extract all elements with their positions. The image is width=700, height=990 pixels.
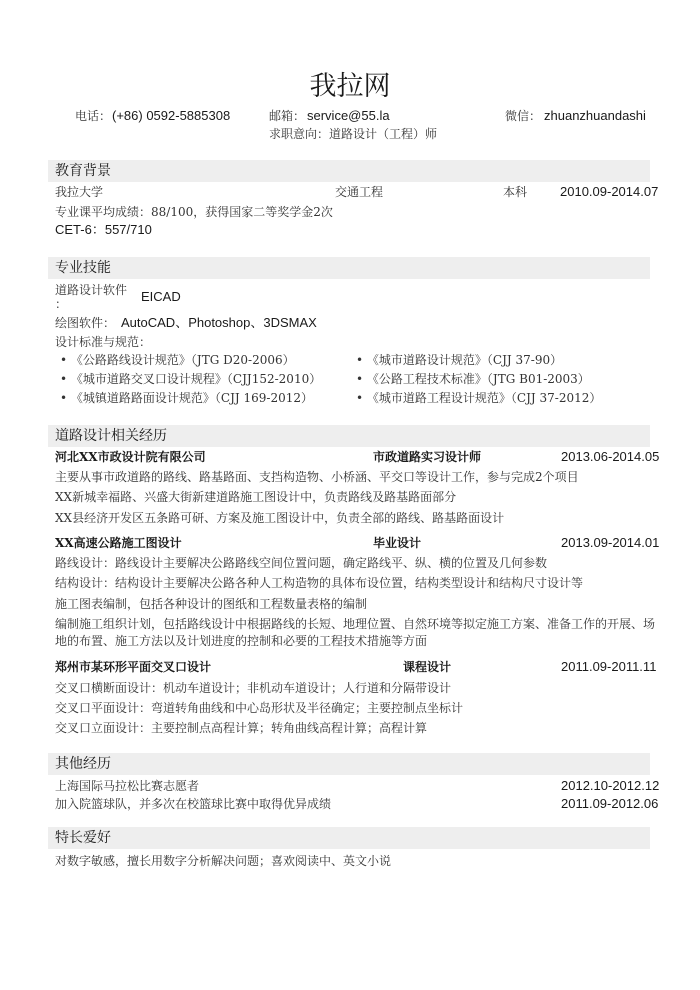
section-skills-heading: 专业技能	[48, 257, 650, 279]
job2-line: 路线设计：路线设计主要解决公路路线空间位置问题，确定路线平、纵、横的位置及几何参数	[55, 556, 548, 570]
standard-item-left: • 《城镇道路路面设计规范》（CJJ 169-2012）	[60, 391, 314, 405]
phone-label: 电话：	[75, 109, 112, 123]
job1-line: XX新城幸福路、兴盛大街新建道路施工图设计中，负责路线及路基路面部分	[55, 490, 457, 504]
job3-line: 交叉口横断面设计：机动车道设计；非机动车道设计；人行道和分隔带设计	[55, 681, 452, 695]
job2-line: 地的布置、施工方法以及计划进度的控制和必要的工程技术措施等方面	[55, 634, 428, 648]
education-major: 交通工程	[335, 185, 384, 199]
section-hobbies-heading: 特长爱好	[48, 827, 650, 849]
standard-text: 《城市道路工程设计规范》（CJJ 37-2012）	[366, 391, 602, 405]
job3-org: 郑州市某环形平面交叉口设计	[55, 660, 212, 674]
job2-line: 编制施工组织计划，包括路线设计中根据路线的长短、地理位置、自然环境等拟定施工方案、准备工作的开展、场	[55, 617, 656, 631]
standard-text: 《城市道路交叉口设计规程》（CJJ152-2010）	[70, 372, 322, 386]
software-label-colon: ：	[55, 297, 68, 311]
wechat-value: zhuanzhuandashi	[544, 108, 646, 123]
job3-line: 交叉口立面设计：主要控制点高程计算；转角曲线高程计算；高程计算	[55, 721, 428, 735]
job2-period: 2013.09-2014.01	[561, 535, 660, 550]
standards-label: 设计标准与规范：	[55, 335, 152, 349]
job2-org: XX高速公路施工图设计	[55, 536, 182, 550]
other-item-period: 2011.09-2012.06	[561, 796, 659, 811]
job1-period: 2013.06-2014.05	[561, 449, 660, 464]
drawing-software-label: 绘图软件：	[55, 316, 116, 330]
email-label: 邮箱：	[269, 109, 306, 123]
job3-line: 交叉口平面设计：弯道转角曲线和中心岛形状及半径确定；主要控制点坐标计	[55, 701, 464, 715]
standard-item-right: • 《城市道路设计规范》（CJJ 37-90）	[356, 353, 563, 367]
job-objective: 求职意向：道路设计（工程）师	[269, 127, 438, 141]
other-item-period: 2012.10-2012.12	[561, 778, 660, 793]
hobbies-text: 对数字敏感，擅长用数字分析解决问题；喜欢阅读中、英文小说	[55, 854, 392, 868]
section-other-heading: 其他经历	[48, 753, 650, 775]
job2-line: 结构设计：结构设计主要解决公路各种人工构造物的具体布设位置，结构类型设计和结构尺寸设计等	[55, 576, 584, 590]
education-gpa: 专业课平均成绩：88/100，获得国家二等奖学金2次	[55, 205, 333, 219]
standard-text: 《城镇道路路面设计规范》（CJJ 169-2012）	[70, 391, 314, 405]
standard-text: 《公路路线设计规范》（JTG D20-2006）	[70, 353, 295, 367]
drawing-software-value: AutoCAD、Photoshop、3DSMAX	[121, 315, 317, 330]
section-education-heading: 教育背景	[48, 160, 650, 182]
standard-item-right: • 《城市道路工程设计规范》（CJJ 37-2012）	[356, 391, 602, 405]
education-school: 我拉大学	[55, 185, 104, 199]
job1-org: 河北XX市政设计院有限公司	[55, 450, 206, 464]
standard-item-right: • 《公路工程技术标准》（JTG B01-2003）	[356, 372, 590, 386]
education-degree: 本科	[503, 185, 528, 199]
job1-line: 主要从事市政道路的路线、路基路面、支挡构造物、小桥涵、平交口等设计工作，参与完成2个项目	[55, 470, 579, 484]
standard-text: 《城市道路设计规范》（CJJ 37-90）	[366, 353, 563, 367]
standard-text: 《公路工程技术标准》（JTG B01-2003）	[366, 372, 590, 386]
resume-name: 我拉网	[309, 71, 391, 102]
job1-role: 市政道路实习设计师	[373, 450, 482, 464]
education-cet: CET-6：557/710	[55, 222, 152, 237]
job3-period: 2011.09-2011.11	[561, 659, 657, 674]
section-experience-heading: 道路设计相关经历	[48, 425, 650, 447]
education-period: 2010.09-2014.07	[560, 184, 659, 199]
job3-role: 课程设计	[403, 660, 452, 674]
phone-value: (+86) 0592-5885308	[112, 108, 231, 123]
job2-role: 毕业设计	[373, 536, 422, 550]
wechat-label: 微信：	[505, 109, 542, 123]
job1-line: XX县经济开发区五条路可研、方案及施工图设计中，负责全部的路线、路基路面设计	[55, 511, 505, 525]
software-value: EICAD	[141, 289, 181, 304]
other-item-text: 加入院篮球队，并多次在校篮球比赛中取得优异成绩	[55, 797, 332, 811]
email-value: service@55.la	[307, 108, 390, 123]
job2-line: 施工图表编制，包括各种设计的图纸和工程数量表格的编制	[55, 597, 368, 611]
standard-item-left: • 《城市道路交叉口设计规程》（CJJ152-2010）	[60, 372, 322, 386]
standard-item-left: • 《公路路线设计规范》（JTG D20-2006）	[60, 353, 295, 367]
software-label: 道路设计软件	[55, 283, 128, 297]
other-item-text: 上海国际马拉松比赛志愿者	[55, 779, 200, 793]
